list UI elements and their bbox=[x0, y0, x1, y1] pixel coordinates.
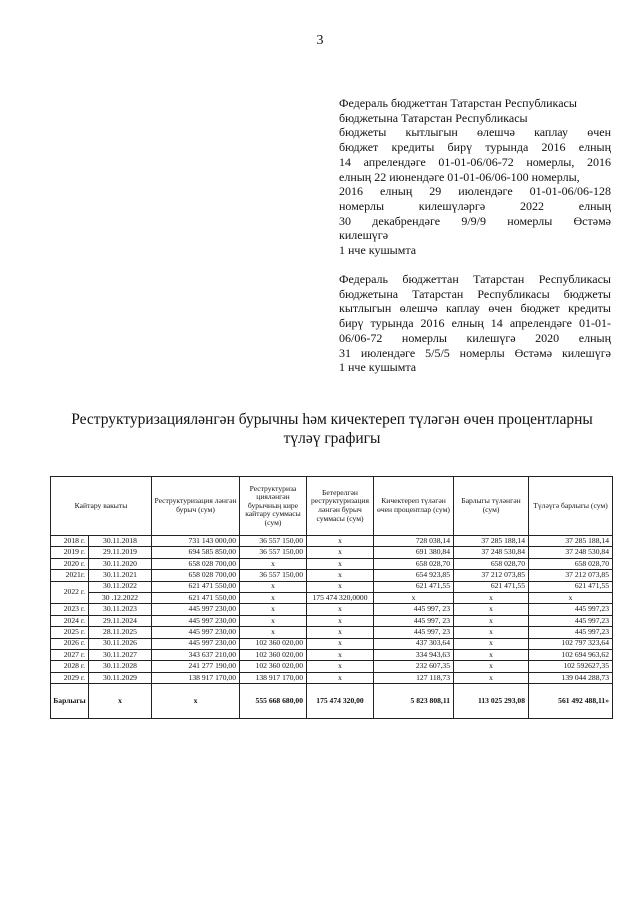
note-line: кытлыгын өлешчә каплау өчен бюджет кредиты bbox=[339, 301, 611, 316]
note-line: 06/06-72 номерлы килешүгә 2020 елның bbox=[339, 330, 611, 345]
return-amount-cell: 102 360 020,00 bbox=[240, 649, 307, 660]
date-cell: 30.11.2023 bbox=[89, 604, 152, 615]
cancelled-debt-cell: х bbox=[307, 615, 374, 626]
date-cell: 30.11.2022 bbox=[89, 581, 152, 592]
total-due-cell: 102 694 963,62 bbox=[529, 649, 613, 660]
total-due-cell: 445 997,23 bbox=[529, 615, 613, 626]
total-due-cell: 445 997,23 bbox=[529, 627, 613, 638]
date-cell: 30.11.2027 bbox=[89, 649, 152, 660]
paid-cell: х bbox=[454, 661, 529, 672]
table-row bbox=[51, 615, 613, 626]
date-cell: 29.11.2019 bbox=[89, 547, 152, 558]
return-amount-cell: х bbox=[240, 627, 307, 638]
year-cell: 2029 г. bbox=[51, 672, 89, 683]
header-restructured-debt: Реструктуризация ләнгән бурыч (сум) bbox=[152, 477, 240, 536]
header-return-amount: Реструктуриза цияләнгән бурычның кире кайтару суммасы (сум) bbox=[240, 477, 307, 536]
return-amount-cell: х bbox=[240, 558, 307, 569]
note-line: килешүгә bbox=[339, 228, 389, 243]
cancelled-debt-cell: х bbox=[307, 570, 374, 581]
table-row bbox=[51, 661, 613, 672]
total-date-cell: х bbox=[89, 684, 152, 719]
header-cancelled-debt: Бетерелгән реструктуризация ләнгән бурыч суммасы (сум) bbox=[307, 477, 374, 536]
return-amount-cell: 36 557 150,00 bbox=[240, 536, 307, 547]
cancelled-debt-cell: х bbox=[307, 672, 374, 683]
page-number: 3 bbox=[316, 33, 324, 48]
paid-cell: 37 248 530,84 bbox=[454, 547, 529, 558]
total-due-cell: 37 248 530,84 bbox=[529, 547, 613, 558]
note-line: Федераль бюджеттан Татарстан Республикасы bbox=[339, 96, 577, 110]
note-line: Федераль бюджеттан Татарстан Республикасы bbox=[339, 272, 611, 286]
note-line: 2016 елның 29 июлендәге 01-01-06/06-128 bbox=[339, 184, 611, 199]
return-amount-cell: х bbox=[240, 615, 307, 626]
cancelled-debt-cell: х bbox=[307, 558, 374, 569]
total-due-cell: 658 028,70 bbox=[529, 558, 613, 569]
note-line: номерлы килешүләргә 2022 елның bbox=[339, 198, 611, 213]
restructured-debt-cell: 138 917 170,00 bbox=[152, 672, 240, 683]
paid-cell: х bbox=[454, 672, 529, 683]
year-cell: 2027 г. bbox=[51, 649, 89, 660]
date-cell: 30.11.2021 bbox=[89, 570, 152, 581]
interest-cell: 445 997, 23 bbox=[374, 604, 454, 615]
interest-cell: 621 471,55 bbox=[374, 581, 454, 592]
restructured-debt-cell: 621 471 550,00 bbox=[152, 581, 240, 592]
year-cell: 2018 г. bbox=[51, 536, 89, 547]
interest-cell: 728 038,14 bbox=[374, 536, 454, 547]
table-row bbox=[51, 536, 613, 547]
total-label: Барлыгы bbox=[51, 684, 89, 719]
total-due-cell: 445 997,23 bbox=[529, 604, 613, 615]
table-row bbox=[51, 547, 613, 558]
total-due-cell: 621 471,55 bbox=[529, 581, 613, 592]
restructured-debt-cell: 343 637 210,00 bbox=[152, 649, 240, 660]
cancelled-debt-cell: х bbox=[307, 604, 374, 615]
year-cell: 2019 г. bbox=[51, 547, 89, 558]
return-amount-cell: 102 360 020,00 bbox=[240, 661, 307, 672]
return-amount-cell: 138 917 170,00 bbox=[240, 672, 307, 683]
note-line: елның 22 июнендәге 01-01-06/06-100 номерлы, bbox=[339, 169, 580, 184]
table-row bbox=[51, 649, 613, 660]
header-total-due: Түләүгә барлыгы (сум) bbox=[529, 477, 613, 536]
table-row bbox=[51, 672, 613, 683]
total-due-cell: 102 797 323,64 bbox=[529, 638, 613, 649]
annex-label: 1 нче кушымта bbox=[339, 360, 417, 375]
interest-cell: 658 028,70 bbox=[374, 558, 454, 569]
cancelled-debt-cell: х bbox=[307, 627, 374, 638]
note-line: бюджетына Татарстан Республикасы бюджеты bbox=[339, 286, 611, 301]
return-amount-cell: х bbox=[240, 581, 307, 592]
table-header-row bbox=[51, 477, 613, 536]
total-due-cell: 561 492 488,11» bbox=[529, 684, 613, 719]
year-cell: 2020 г. bbox=[51, 558, 89, 569]
restructured-debt-cell: 445 997 230,00 bbox=[152, 604, 240, 615]
total-interest-cell: 5 823 808,11 bbox=[374, 684, 454, 719]
note-line: 31 июлендәге 5/5/5 номерлы Өстәмә килешүгә bbox=[339, 345, 611, 360]
date-cell: 30.11.2020 bbox=[89, 558, 152, 569]
paid-cell: х bbox=[454, 604, 529, 615]
cancelled-debt-cell: х bbox=[307, 536, 374, 547]
total-due-cell: 139 044 288,73 bbox=[529, 672, 613, 683]
schedule-heading bbox=[52, 410, 612, 448]
header-return-date: Кайтару вакыты bbox=[51, 477, 152, 536]
cancelled-debt-cell: х bbox=[307, 547, 374, 558]
paid-cell: х bbox=[454, 592, 529, 603]
total-due-cell: 102 592627,35 bbox=[529, 661, 613, 672]
return-amount-cell: х bbox=[240, 592, 307, 603]
heading-line: Реструктуризацияләнгән бурычны һәм кичектереп түләгән өчен процентларны bbox=[71, 411, 593, 428]
date-cell: 30 .12.2022 bbox=[89, 592, 152, 603]
year-cell: 2026 г. bbox=[51, 638, 89, 649]
annex-note-secondary bbox=[339, 272, 611, 375]
interest-cell: 232 607,35 bbox=[374, 661, 454, 672]
interest-cell: 437 303,64 bbox=[374, 638, 454, 649]
header-deferral-interest: Кичектереп түләгән өчен процентлар (сум) bbox=[374, 477, 454, 536]
total-paid-cell: 113 025 293,08 bbox=[454, 684, 529, 719]
total-due-cell: х bbox=[529, 592, 613, 603]
table-row bbox=[51, 638, 613, 649]
date-cell: 30.11.2026 bbox=[89, 638, 152, 649]
interest-cell: 334 943,63 bbox=[374, 649, 454, 660]
cancelled-debt-cell: 175 474 320,0000 bbox=[307, 592, 374, 603]
paid-cell: 37 285 188,14 bbox=[454, 536, 529, 547]
year-cell: 2028 г. bbox=[51, 661, 89, 672]
note-line: 14 апрелендәге 01-01-06/06-72 номерлы, 2016 bbox=[339, 154, 611, 169]
note-line: 30 декабрендәге 9/9/9 номерлы Өстәмә bbox=[339, 213, 611, 228]
table-row bbox=[51, 592, 613, 603]
date-cell: 28.11.2025 bbox=[89, 627, 152, 638]
year-cell: 2024 г. bbox=[51, 615, 89, 626]
paid-cell: 37 212 073,85 bbox=[454, 570, 529, 581]
date-cell: 30.11.2018 bbox=[89, 536, 152, 547]
year-cell: 2025 г. bbox=[51, 627, 89, 638]
return-amount-cell: 36 557 150,00 bbox=[240, 547, 307, 558]
table-body bbox=[51, 536, 613, 684]
restructured-debt-cell: 694 585 850,00 bbox=[152, 547, 240, 558]
paid-cell: х bbox=[454, 627, 529, 638]
restructured-debt-cell: 241 277 190,00 bbox=[152, 661, 240, 672]
date-cell: 30.11.2029 bbox=[89, 672, 152, 683]
interest-cell: 691 380,84 bbox=[374, 547, 454, 558]
interest-cell: 127 118,73 bbox=[374, 672, 454, 683]
interest-cell: х bbox=[374, 592, 454, 603]
table-row bbox=[51, 627, 613, 638]
cancelled-debt-cell: х bbox=[307, 661, 374, 672]
total-due-cell: 37 285 188,14 bbox=[529, 536, 613, 547]
interest-cell: 445 997, 23 bbox=[374, 627, 454, 638]
annex-note-primary bbox=[339, 96, 611, 258]
paid-cell: х bbox=[454, 649, 529, 660]
paid-cell: 658 028,70 bbox=[454, 558, 529, 569]
paid-cell: х bbox=[454, 615, 529, 626]
year-cell: 2022 г. bbox=[51, 581, 89, 604]
cancelled-debt-cell: х bbox=[307, 581, 374, 592]
heading-line: түләү графигы bbox=[283, 430, 381, 447]
header-total-paid: Барлыгы түләнгән (сум) bbox=[454, 477, 529, 536]
year-cell: 2021г. bbox=[51, 570, 89, 581]
annex-label: 1 нче кушымта bbox=[339, 243, 417, 258]
year-cell: 2023 г. bbox=[51, 604, 89, 615]
restructured-debt-cell: 731 143 000,00 bbox=[152, 536, 240, 547]
return-amount-cell: 36 557 150,00 bbox=[240, 570, 307, 581]
date-cell: 30.11.2028 bbox=[89, 661, 152, 672]
restructured-debt-cell: 445 997 230,00 bbox=[152, 627, 240, 638]
table-row bbox=[51, 570, 613, 581]
cancelled-debt-cell: х bbox=[307, 638, 374, 649]
return-amount-cell: х bbox=[240, 604, 307, 615]
date-cell: 29.11.2024 bbox=[89, 615, 152, 626]
interest-cell: 654 923,85 bbox=[374, 570, 454, 581]
cancelled-debt-cell: х bbox=[307, 649, 374, 660]
restructured-debt-cell: 658 028 700,00 bbox=[152, 558, 240, 569]
paid-cell: 621 471,55 bbox=[454, 581, 529, 592]
table-row bbox=[51, 604, 613, 615]
restructured-debt-cell: 621 471 550,00 bbox=[152, 592, 240, 603]
interest-cell: 445 997, 23 bbox=[374, 615, 454, 626]
paid-cell: х bbox=[454, 638, 529, 649]
note-line: бюджетына Татарстан Республикасы bbox=[339, 110, 528, 125]
total-cancelled-cell: 175 474 320,00 bbox=[307, 684, 374, 719]
note-line: бюджеты кытлыгын өлешчә каплау өчен bbox=[339, 125, 611, 140]
table-row bbox=[51, 581, 613, 592]
note-line: бюджет кредиты бирү турында 2016 елның bbox=[339, 140, 611, 155]
return-amount-cell: 102 360 020,00 bbox=[240, 638, 307, 649]
restructured-debt-cell: 445 997 230,00 bbox=[152, 615, 240, 626]
table-total-row bbox=[51, 684, 613, 719]
restructured-debt-cell: 445 997 230,00 bbox=[152, 638, 240, 649]
note-line: бирү турында 2016 елның 14 апрелендәге 01-01- bbox=[339, 316, 611, 331]
total-debt-cell: х bbox=[152, 684, 240, 719]
repayment-schedule-table bbox=[50, 476, 613, 719]
total-return-cell: 555 668 680,00 bbox=[240, 684, 307, 719]
total-due-cell: 37 212 073,85 bbox=[529, 570, 613, 581]
restructured-debt-cell: 658 028 700,00 bbox=[152, 570, 240, 581]
table-row bbox=[51, 558, 613, 569]
